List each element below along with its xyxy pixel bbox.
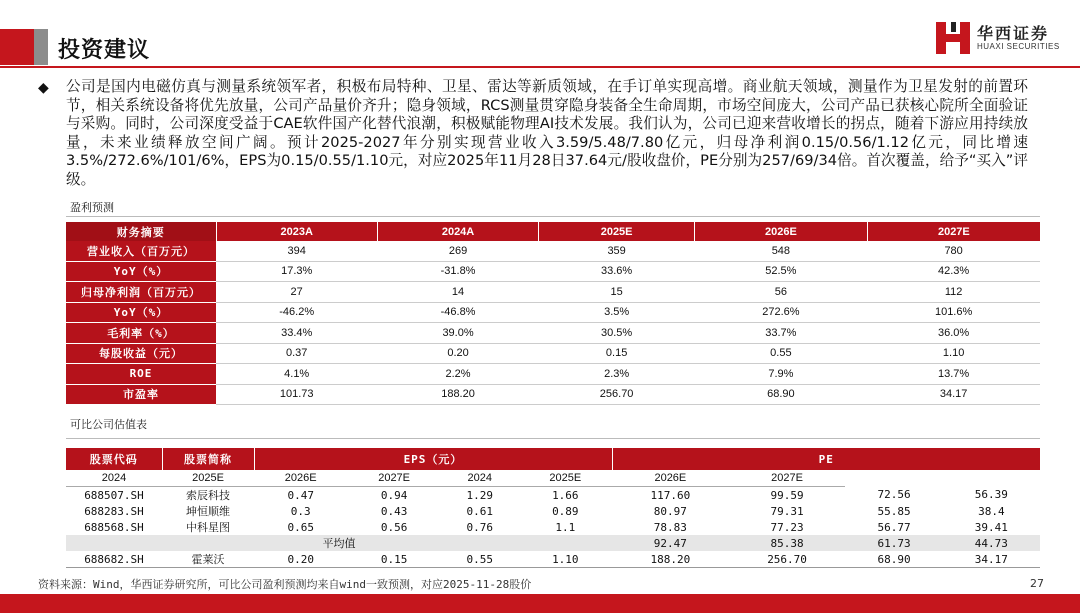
forecast-cell: 101.6% bbox=[867, 302, 1040, 323]
comps-section-divider bbox=[66, 438, 1040, 439]
comps-target-cell: 0.15 bbox=[347, 551, 440, 568]
header-red-block bbox=[0, 29, 34, 65]
forecast-row-label: ROE bbox=[66, 364, 216, 385]
forecast-row bbox=[66, 323, 1040, 344]
comps-cell: 72.56 bbox=[877, 488, 911, 502]
forecast-row-label: YoY（%） bbox=[66, 261, 216, 282]
comps-cell: 0.47 bbox=[287, 488, 314, 502]
logo-name-cn: 华西证券 bbox=[977, 24, 1050, 43]
forecast-row-label: YoY（%） bbox=[66, 302, 216, 323]
comps-cell: 0.3 bbox=[290, 504, 311, 518]
forecast-row bbox=[66, 384, 1040, 405]
comps-name: 索辰科技 bbox=[186, 489, 230, 502]
comps-average-cell: 92.47 bbox=[612, 535, 729, 551]
forecast-cell: 0.20 bbox=[377, 343, 538, 364]
forecast-cell: 36.0% bbox=[867, 323, 1040, 344]
forecast-cell: 188.20 bbox=[377, 384, 538, 405]
header-grey-block bbox=[34, 29, 48, 65]
forecast-row bbox=[66, 343, 1040, 364]
comps-cell: 56.77 bbox=[877, 520, 911, 534]
forecast-cell: 0.55 bbox=[695, 343, 868, 364]
comps-header-name: 股票简称 bbox=[162, 448, 254, 470]
forecast-cell: 1.10 bbox=[867, 343, 1040, 364]
comps-year-cell: 2026E bbox=[612, 470, 729, 487]
forecast-header-cell: 2026E bbox=[695, 222, 868, 241]
forecast-header-cell: 2025E bbox=[539, 222, 695, 241]
forecast-header-row bbox=[66, 222, 1040, 241]
header-divider bbox=[0, 66, 1080, 68]
comps-row bbox=[66, 519, 1040, 535]
forecast-header-cell: 2024A bbox=[377, 222, 538, 241]
forecast-cell: -31.8% bbox=[377, 261, 538, 282]
forecast-cell: 17.3% bbox=[216, 261, 377, 282]
forecast-cell: 269 bbox=[377, 241, 538, 261]
forecast-cell: 30.5% bbox=[539, 323, 695, 344]
comps-cell: 56.39 bbox=[974, 488, 1008, 502]
comps-cell: 79.31 bbox=[770, 504, 804, 518]
page-title: 投资建议 bbox=[58, 38, 151, 63]
forecast-cell: -46.8% bbox=[377, 302, 538, 323]
comps-row bbox=[66, 487, 1040, 504]
comps-target-cell: 0.55 bbox=[441, 551, 519, 568]
forecast-cell: 33.4% bbox=[216, 323, 377, 344]
comps-cell: 1.29 bbox=[466, 488, 493, 502]
comps-header-pe: PE bbox=[612, 448, 1040, 470]
forecast-cell: 394 bbox=[216, 241, 377, 261]
forecast-row-label: 毛利率（%） bbox=[66, 323, 216, 344]
forecast-cell: 2.3% bbox=[539, 364, 695, 385]
comps-target-cell: 68.90 bbox=[845, 551, 942, 568]
forecast-row-label: 归母净利润（百万元） bbox=[66, 282, 216, 303]
forecast-cell: 359 bbox=[539, 241, 695, 261]
comps-code: 688568.SH bbox=[84, 520, 144, 534]
comps-code: 688507.SH bbox=[84, 488, 144, 502]
comps-target-cell: 1.10 bbox=[519, 551, 612, 568]
forecast-cell: -46.2% bbox=[216, 302, 377, 323]
comps-cell: 0.94 bbox=[380, 488, 408, 502]
source-note: 资料来源：Wind，华西证券研究所，可比公司盈利预测均来自wind一致预测，对应2025-11-28股价 bbox=[38, 578, 532, 591]
forecast-section-label: 盈利预测 bbox=[70, 201, 114, 214]
comps-average-cell: 61.73 bbox=[845, 535, 942, 551]
comps-row bbox=[66, 503, 1040, 519]
diamond-bullet-icon: ◆ bbox=[38, 80, 49, 96]
forecast-cell: 42.3% bbox=[867, 261, 1040, 282]
comps-section-label: 可比公司估值表 bbox=[70, 418, 147, 431]
forecast-cell: 780 bbox=[867, 241, 1040, 261]
forecast-cell: 4.1% bbox=[216, 364, 377, 385]
investment-summary: 公司是国内电磁仿真与测量系统领军者，积极布局特种、卫星、雷达等新质领域，在手订单实现高增。商业航天领域，测量作为卫星发射的前置环节，相关系统设备将优先放量，公司产品量价齐升；隐身领域，RCS测量贯穿隐身装备全生命周期，市场空间庞大，公司产品已获核心院所全面验证与采购。同时，公司深度受益于CAE软件国产化替代浪潮，积极赋能物理AI技术发展。我们认为，公司已迎来营收增长的拐点，随着下游应用持续放量，未来业绩释放空间广阔。预计2025-2027年分别实现营业收入3.59/5.48/7.80亿元，归母净利润0.15/0.56/1.12亿元，同比增速3.5%/272.6%/101/6%，EPS为0.15/0.55/1.10元，对应2025年11月28日37.64元/股收盘价，PE分别为257/69/34倍。首次覆盖，给予“买入”评级。 bbox=[66, 78, 1028, 188]
comps-year-cell: 2024 bbox=[66, 470, 162, 487]
comps-header-row bbox=[66, 448, 1040, 470]
comps-name: 坤恒顺维 bbox=[186, 505, 230, 518]
forecast-cell: 33.6% bbox=[539, 261, 695, 282]
forecast-cell: 34.17 bbox=[867, 384, 1040, 405]
comps-year-row bbox=[66, 470, 1040, 487]
forecast-row bbox=[66, 261, 1040, 282]
footer-red-bar bbox=[0, 594, 1080, 613]
forecast-table bbox=[66, 222, 1040, 405]
forecast-cell: 15 bbox=[539, 282, 695, 303]
forecast-row bbox=[66, 241, 1040, 261]
comps-cell: 78.83 bbox=[653, 520, 687, 534]
comps-target-name: 霍莱沃 bbox=[162, 551, 254, 568]
comps-target-cell: 188.20 bbox=[612, 551, 729, 568]
forecast-cell: 14 bbox=[377, 282, 538, 303]
comps-code: 688283.SH bbox=[84, 504, 144, 518]
comps-average-cell: 44.73 bbox=[943, 535, 1040, 551]
comps-header-code: 股票代码 bbox=[66, 448, 162, 470]
logo-name-en: HUAXI SECURITIES bbox=[977, 42, 1060, 51]
comps-year-cell: 2025E bbox=[519, 470, 612, 487]
comps-year-cell: 2024 bbox=[441, 470, 519, 487]
comps-cell: 0.56 bbox=[380, 520, 408, 534]
forecast-cell: 52.5% bbox=[695, 261, 868, 282]
comps-cell: 117.60 bbox=[650, 488, 691, 502]
comps-cell: 1.66 bbox=[552, 488, 579, 502]
comps-average-row bbox=[66, 535, 1040, 551]
comps-year-cell: 2025E bbox=[162, 470, 254, 487]
forecast-row bbox=[66, 364, 1040, 385]
forecast-cell: 39.0% bbox=[377, 323, 538, 344]
comps-cell: 0.43 bbox=[380, 504, 408, 518]
comps-cell: 0.76 bbox=[466, 520, 493, 534]
comps-cell: 1.1 bbox=[555, 520, 576, 534]
forecast-header-cell: 2023A bbox=[216, 222, 377, 241]
comps-header-eps: EPS（元） bbox=[254, 448, 612, 470]
forecast-row-label: 市盈率 bbox=[66, 384, 216, 405]
forecast-cell: 0.15 bbox=[539, 343, 695, 364]
comps-cell: 38.4 bbox=[978, 504, 1005, 518]
comps-cell: 0.65 bbox=[287, 520, 314, 534]
comps-target-cell: 34.17 bbox=[943, 551, 1040, 568]
comps-cell: 99.59 bbox=[770, 488, 804, 502]
forecast-row bbox=[66, 302, 1040, 323]
forecast-cell: 33.7% bbox=[695, 323, 868, 344]
comps-average-label: 平均值 bbox=[66, 535, 612, 551]
forecast-cell: 3.5% bbox=[539, 302, 695, 323]
forecast-cell: 2.2% bbox=[377, 364, 538, 385]
comps-target-row bbox=[66, 551, 1040, 568]
comps-cell: 39.41 bbox=[974, 520, 1008, 534]
forecast-cell: 13.7% bbox=[867, 364, 1040, 385]
comps-name: 中科星图 bbox=[186, 521, 230, 534]
comps-year-cell: 2026E bbox=[254, 470, 347, 487]
forecast-cell: 272.6% bbox=[695, 302, 868, 323]
comps-target-cell: 256.70 bbox=[729, 551, 846, 568]
forecast-row-label: 每股收益（元） bbox=[66, 343, 216, 364]
forecast-header-cell: 2027E bbox=[867, 222, 1040, 241]
comps-average-cell: 85.38 bbox=[729, 535, 846, 551]
forecast-cell: 112 bbox=[867, 282, 1040, 303]
comps-target-cell: 0.20 bbox=[254, 551, 347, 568]
comps-cell: 55.85 bbox=[877, 504, 911, 518]
comps-cell: 0.61 bbox=[466, 504, 493, 518]
comps-target-code: 688682.SH bbox=[66, 551, 162, 568]
forecast-cell: 101.73 bbox=[216, 384, 377, 405]
forecast-cell: 27 bbox=[216, 282, 377, 303]
forecast-cell: 548 bbox=[695, 241, 868, 261]
comps-year-cell: 2027E bbox=[729, 470, 846, 487]
forecast-row-label: 营业收入（百万元） bbox=[66, 241, 216, 261]
comps-year-cell: 2027E bbox=[347, 470, 440, 487]
comps-table bbox=[66, 448, 1040, 568]
comps-cell: 80.97 bbox=[653, 504, 687, 518]
forecast-cell: 68.90 bbox=[695, 384, 868, 405]
forecast-row bbox=[66, 282, 1040, 303]
forecast-cell: 7.9% bbox=[695, 364, 868, 385]
comps-cell: 77.23 bbox=[770, 520, 804, 534]
forecast-cell: 256.70 bbox=[539, 384, 695, 405]
comps-cell: 0.89 bbox=[552, 504, 579, 518]
forecast-header-cell: 财务摘要 bbox=[66, 222, 216, 241]
forecast-section-divider bbox=[66, 216, 1040, 217]
forecast-cell: 0.37 bbox=[216, 343, 377, 364]
forecast-cell: 56 bbox=[695, 282, 868, 303]
page-number: 27 bbox=[1030, 577, 1044, 590]
